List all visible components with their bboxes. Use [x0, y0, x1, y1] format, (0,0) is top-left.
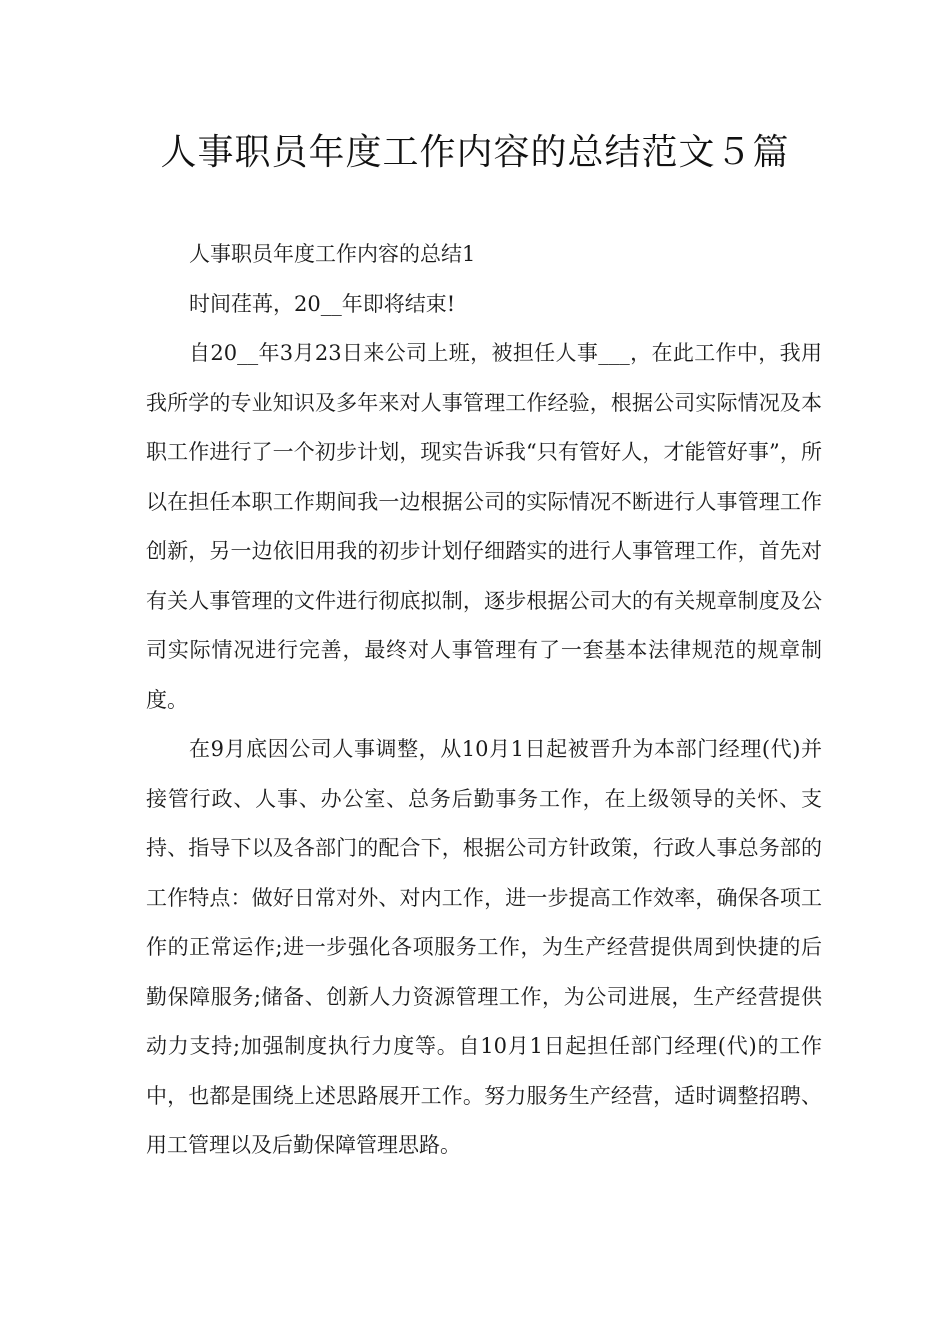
document-body — [146, 230, 822, 1171]
body-paragraph-2: 在9月底因公司人事调整，从10月1日起被晋升为本部门经理(代)并接管行政、人事、办公室、总务后勤事务工作，在上级领导的关怀、支持、指导下以及各部门的配合下，根据公司方针政策，行政人事总务部的工作特点：做好日常对外、对内工作，进一步提高工作效率，确保各项工作的正常运作;进一步强化各项服务工作，为生产经营提供周到快捷的后勤保障服务;储备、创新人力资源管理工作，为公司进展，生产经营提供动力支持;加强制度执行力度等。自10月1日起担任部门经理(代)的工作中，也都是围绕上述思路展开工作。努力服务生产经营，适时调整招聘、用工管理以及后勤保障管理思路。 — [146, 737, 822, 1157]
document-title: 人事职员年度工作内容的总结范文５篇 — [160, 132, 790, 173]
section-heading: 人事职员年度工作内容的总结1 — [189, 242, 476, 266]
body-paragraph-1: 自20__年3月23日来公司上班，被担任人事___，在此工作中，我用我所学的专业知识及多年来对人事管理工作经验，根据公司实际情况及本职工作进行了一个初步计划，现实告诉我“只有管好人，才能管好事”，所以在担任本职工作期间我一边根据公司的实际情况不断进行人事管理工作创新，另一边依旧用我的初步计划仔细踏实的进行人事管理工作，首先对有关人事管理的文件进行彻底拟制，逐步根据公司大的有关规章制度及公司实际情况进行完善，最终对人事管理有了一套基本法律规范的规章制度。 — [146, 341, 822, 712]
intro-paragraph: 时间荏苒，20__年即将结束! — [189, 291, 456, 316]
